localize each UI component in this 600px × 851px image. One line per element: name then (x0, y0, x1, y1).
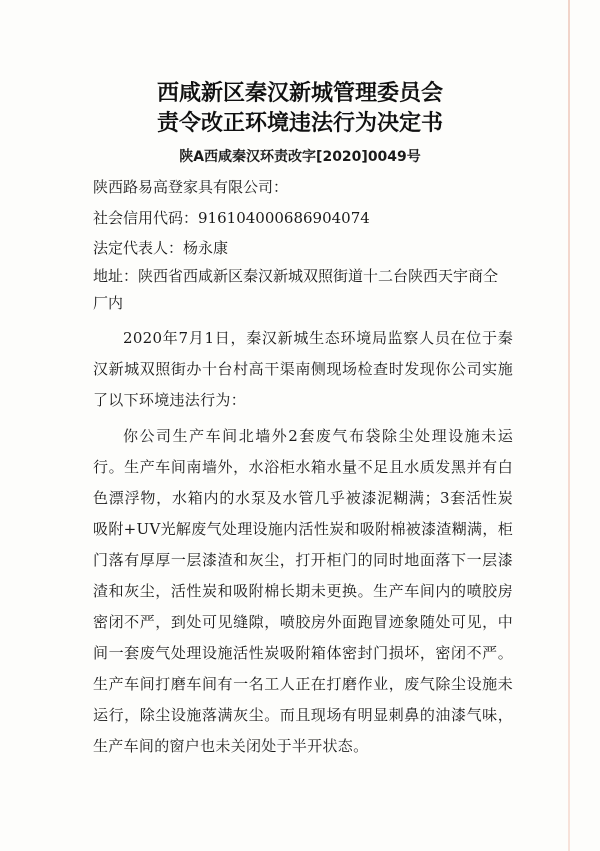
legal-rep-row (93, 237, 228, 258)
paragraph-inspection-intro: 2020年7月1日，秦汉新城生态环境局监察人员在位于秦汉新城双照街办十台村高干渠南侧现场检查时发现你公司实施了以下环境违法行为： (93, 329, 513, 409)
address-row (93, 263, 513, 317)
legal-rep-label: 法定代表人： (93, 239, 184, 257)
address-value: 陕西省西咸新区秦汉新城双照街道十二台陕西天宇商仝厂内 (93, 267, 499, 312)
paragraph-violations: 你公司生产车间北墙外2套废气布袋除尘处理设施未运行。生产车间南墙外，水浴柜水箱水量不足且水质发黑并有白色漂浮物，水箱内的水泵及水管几乎被漆泥糊满；3套活性炭吸附+UV光解废气处理设施内活性炭和吸附棉被漆渣糊满，柜门落有厚厚一层漆渣和灰尘，打开柜门的同时地面落下一层漆渣和灰尘，活性炭和吸附棉长期未更换。生产车间内的喷胶房密闭不严，到处可见缝隙，喷胶房外面跑冒迹象随处可见，中间一套废气处理设施活性炭吸附箱体密封门损坏，密闭不严。生产车间打磨车间有一名工人正在打磨作业，废气除尘设施未运行，除尘设施落满灰尘。而且现场有明显刺鼻的油漆气味，生产车间的窗户也未关闭处于半开状态。 (93, 427, 513, 755)
recipient: 陕西路易高登家具有限公司： (93, 178, 289, 196)
address-label: 地址： (93, 267, 139, 285)
credit-code-value: 916104000686904074 (198, 209, 370, 227)
credit-code-row (93, 207, 370, 228)
title-line-2: 责令改正环境违法行为决定书 (156, 111, 443, 136)
legal-rep-value: 杨永康 (183, 239, 229, 257)
title-line-1: 西咸新区秦汉新城管理委员会 (156, 81, 443, 106)
document-number: 陕A西咸秦汉环责改字[2020]0049号 (179, 149, 421, 165)
credit-code-label: 社会信用代码： (93, 209, 199, 227)
